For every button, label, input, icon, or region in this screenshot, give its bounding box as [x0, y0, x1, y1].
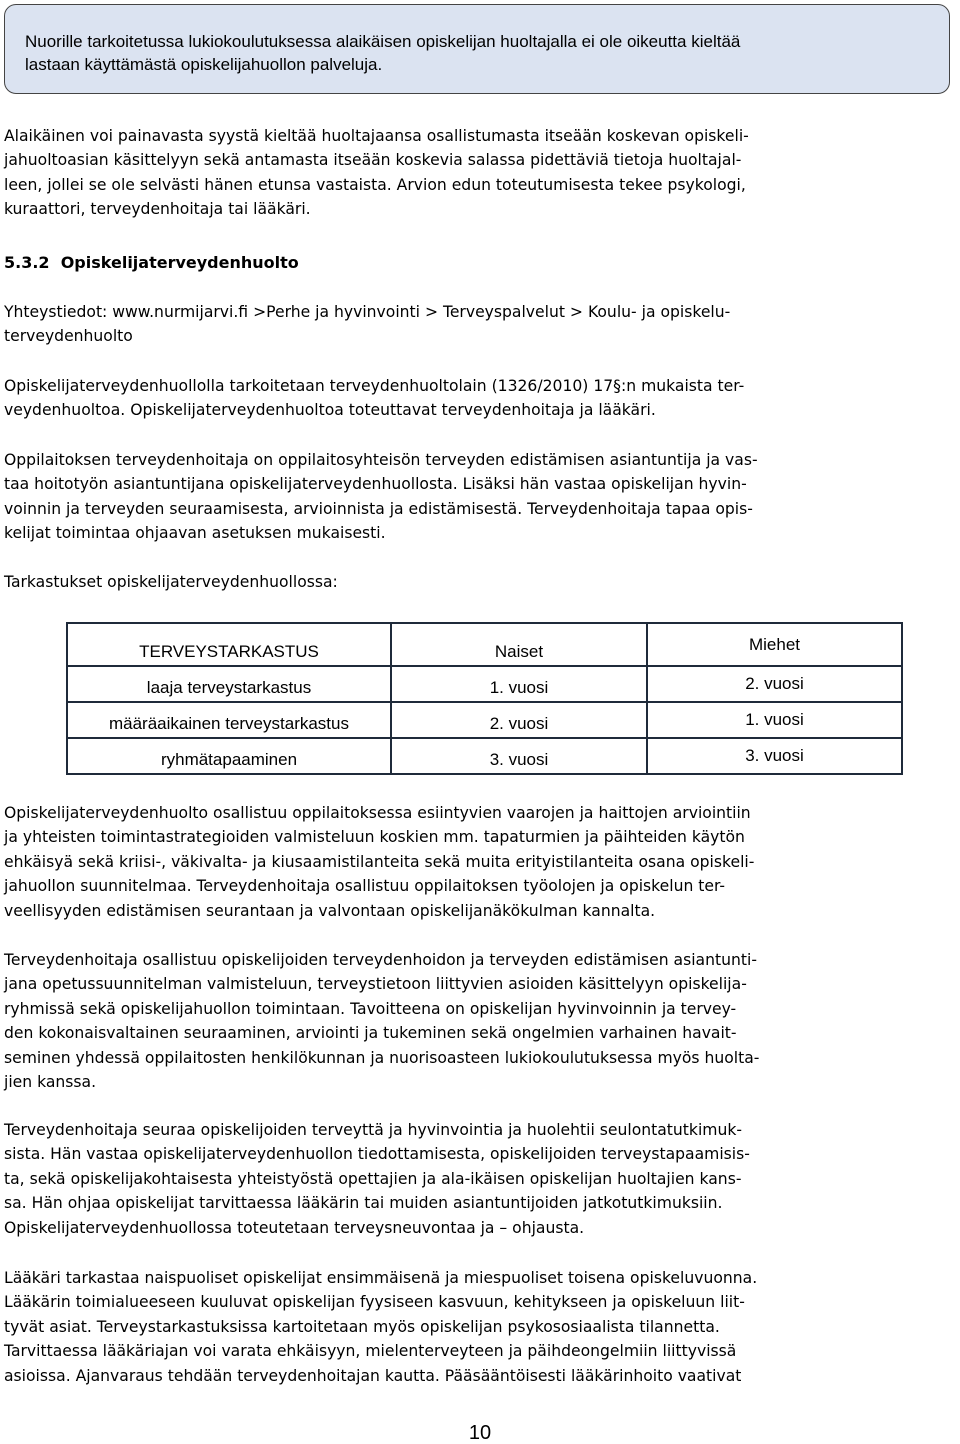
paragraph-definition: Opiskelijaterveydenhuollolla tarkoitetaan terveydenhuoltolain (1326/2010) 17§:n mukaista ter- veydenhuoltoa. Opiskelijaterveydenhuoltoa toteuttavat terveydenhoitaja ja lääkäri.: [4, 377, 745, 420]
health-checks-table: [66, 622, 903, 775]
paragraph-nurse-monitoring: Terveydenhoitaja seuraa opiskelijoiden terveyttä ja hyvinvointia ja huolehtii seulontatutkimuk- sista. Hän vastaa opiskelijaterveydenhuollon tiedottamisesta, opiskelijoiden terveystapaamisis- ta, sekä opiskelijakohtaisesta yhteistyöstä opettajien ja ala-ikäisen opiskelijan huoltajien kans- sa. Hän ohjaa opiskelijat tarvittaessa lääkärin tai muiden asiantuntijoiden jatkotutkimuksiin. Opiskelijaterveydenhuollossa toteutetaan terveysneuvontaa ja – ohjausta.: [4, 1121, 750, 1237]
paragraph-nurse-curriculum: Terveydenhoitaja osallistuu opiskelijoiden terveydenhoidon ja terveyden edistämisen asiantunti- jana opetussuunnitelman valmisteluun, terveystietoon liittyvien asioiden käsittelyyn opiskelija- ryhmissä sekä opiskelijahuollon toimintaan. Tavoitteena on opiskelijan hyvinvoinnin ja tervey- den kokonaisvaltainen seuraaminen, arviointi ja tukeminen sekä ongelmien varhainen havait- seminen yhdessä oppilaitosten henkilökunnan ja nuorisoasteen lukiokoulutuksessa myös huolta- jien kanssa.: [4, 951, 760, 1092]
info-callout-box: [4, 4, 950, 94]
table-cell: laaja terveystarkastus: [67, 666, 391, 702]
table-cell: 2. vuosi: [391, 702, 647, 738]
table-cell: 1. vuosi: [647, 702, 902, 738]
paragraph-risk-assessment: Opiskelijaterveydenhuolto osallistuu oppilaitoksessa esiintyvien vaarojen ja haittojen arviointiin ja yhteisten toimintastrategioiden valmisteluun koskien mm. tapaturmien ja päihteiden käytön ehkäisyä sekä kriisi-, väkivalta- ja kiusaamistilanteita sekä muita erityistilanteita osana opiskeli- jahuollon suunnitelmaa. Terveydenhoitaja osallistuu oppilaitoksen työolojen ja opiskelun ter- veellisyyden edistämisen seurantaan ja valvontaan opiskelijanäkökulman kannalta.: [4, 804, 755, 920]
table-cell: 2. vuosi: [647, 666, 902, 702]
table-header-cell: TERVEYSTARKASTUS: [67, 623, 391, 666]
table-header-cell: Miehet: [647, 623, 902, 666]
paragraph-minor-refusal: Alaikäinen voi painavasta syystä kieltää huoltajaansa osallistumasta itseään koskevan opiskeli- jahuoltoasian käsittelyyn sekä antamasta itseään koskevia salassa pidettäviä tietoja huoltajal- leen, jollei se ole selvästi hänen etunsa vastaista. Arvion edun toteutumisesta tekee psykologi, kuraattori, terveydenhoitaja tai lääkäri.: [4, 127, 749, 219]
table-row: [67, 738, 902, 774]
table-cell: ryhmätapaaminen: [67, 738, 391, 774]
section-heading: [4, 251, 299, 275]
page-number: 10: [468, 1422, 492, 1444]
table-header-row: [67, 623, 902, 666]
section-number: 5.3.2: [4, 253, 50, 272]
table-cell: 3. vuosi: [391, 738, 647, 774]
table-row: [67, 702, 902, 738]
table-header-cell: Naiset: [391, 623, 647, 666]
section-title: Opiskelijaterveydenhuolto: [60, 253, 299, 272]
table-row: [67, 666, 902, 702]
callout-text: Nuorille tarkoitetussa lukiokoulutuksessa alaikäisen opiskelijan huoltajalla ei ole oikeutta kieltää lastaan käyttämästä opiskelijahuollon palveluja.: [25, 32, 741, 74]
paragraph-contacts: Yhteystiedot: www.nurmijarvi.fi >Perhe ja hyvinvointi > Terveyspalvelut > Koulu- ja opiskelu- terveydenhuolto: [4, 303, 731, 346]
table-cell: 1. vuosi: [391, 666, 647, 702]
paragraph-nurse-role: Oppilaitoksen terveydenhoitaja on oppilaitosyhteisön terveyden edistämisen asiantuntija ja vas- taa hoitotyön asiantuntijana opiskelijaterveydenhuollosta. Lisäksi hän vastaa opiskelijan hyvin- voinnin ja terveyden seuraamisesta, arvioinnista ja edistämisestä. Terveydenhoitaja tapaa opis- kelijat toimintaa ohjaavan asetuksen mukaisesti.: [4, 451, 758, 543]
paragraph-table-intro: Tarkastukset opiskelijaterveydenhuollossa:: [4, 573, 338, 591]
table-cell: 3. vuosi: [647, 738, 902, 774]
paragraph-doctor: Lääkäri tarkastaa naispuoliset opiskelijat ensimmäisenä ja miespuoliset toisena opiskeluvuonna. Lääkärin toimialueeseen kuuluvat opiskelijan fyysiseen kasvuun, kehitykseen ja opiskeluun liit- tyvät asiat. Terveystarkastuksissa kartoitetaan myös opiskelijan psykososiaalista tilannetta. Tarvittaessa lääkäriajan voi varata ehkäisyyn, mielenterveyteen ja päihdeongelmiin liittyvissä asioissa. Ajanvaraus tehdään terveydenhoitajan kautta. Pääsääntöisesti lääkärinhoito vaativat: [4, 1269, 758, 1385]
table-cell: määräaikainen terveystarkastus: [67, 702, 391, 738]
